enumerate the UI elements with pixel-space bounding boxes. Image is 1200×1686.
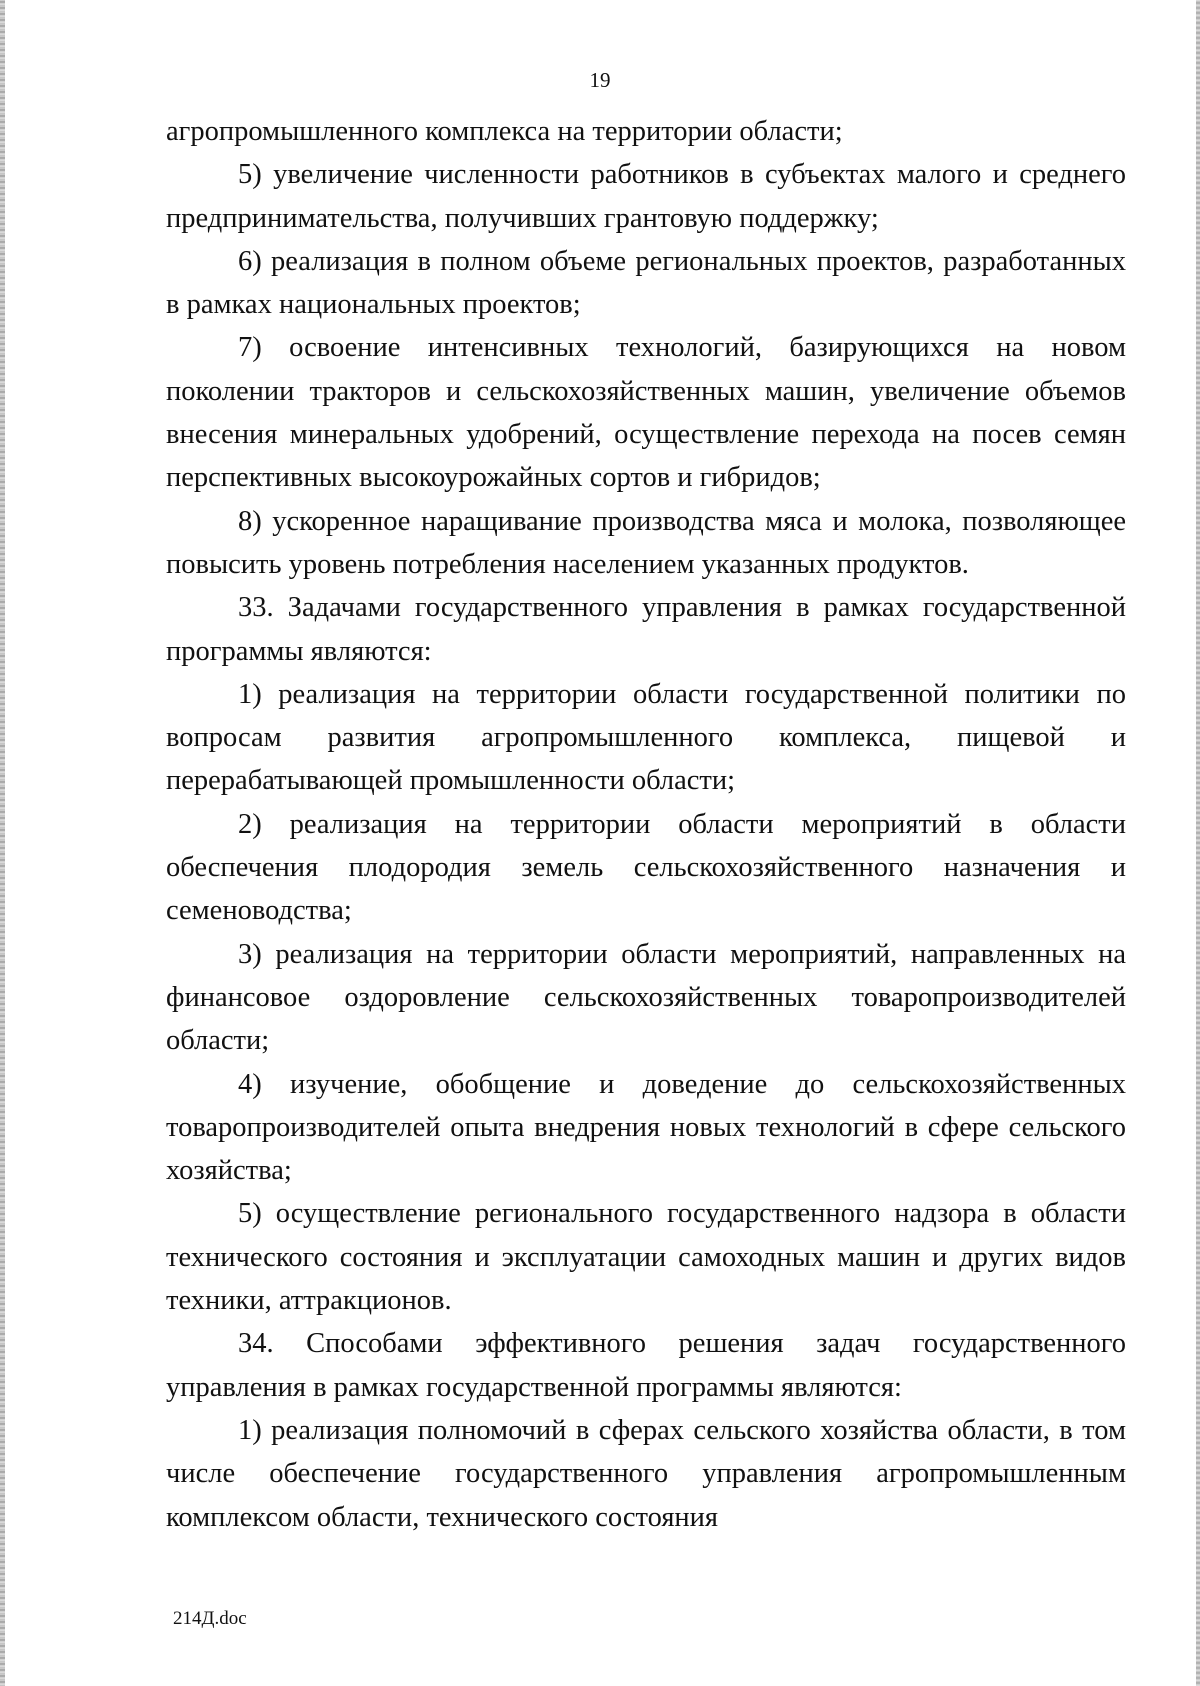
footer-filename: 214Д.doc bbox=[173, 1608, 247, 1629]
scan-edge-left bbox=[0, 0, 5, 1686]
paragraph-item-7-technologies: 7) освоение интенсивных технологий, базирующихся на новом поколении тракторов и сельскохозяйственных машин, увеличение объемов внесения минеральных удобрений, осуществление перехода на посев семян перспективных высокоурожайных сортов и гибридов; bbox=[166, 332, 1126, 494]
paragraph-item-8-meat-milk: 8) ускоренное наращивание производства мяса и молока, позволяющее повысить уровень потребления населением указанных продуктов. bbox=[166, 505, 1126, 580]
paragraph-continuation: агропромышленного комплекса на территории области; bbox=[166, 116, 843, 147]
paragraph-task-1: 1) реализация на территории области государственной политики по вопросам развития агропромышленного комплекса, пищевой и перерабатывающей промышленности области; bbox=[166, 678, 1126, 797]
paragraph-item-6-projects: 6) реализация в полном объеме региональных проектов, разработанных в рамках национальных проектов; bbox=[166, 245, 1126, 321]
paragraph-task-2: 2) реализация на территории области мероприятий в области обеспечения плодородия земель сельскохозяйственного назначения и семеноводства; bbox=[166, 808, 1126, 927]
page-number: 19 bbox=[589, 68, 611, 92]
document-body bbox=[166, 110, 1126, 1539]
paragraph-34-methods: 34. Способами эффективного решения задач государственного управления в рамках государственной программы являются: bbox=[166, 1328, 1126, 1403]
paragraph-33-tasks: 33. Задачами государственного управления в рамках государственной программы являются: bbox=[166, 592, 1126, 667]
scan-edge-right bbox=[1196, 0, 1200, 1686]
paragraph-task-4: 4) изучение, обобщение и доведение до сельскохозяйственных товаропроизводителей опыта внедрения новых технологий в сфере сельского хозяйства; bbox=[166, 1068, 1126, 1187]
paragraph-task-3: 3) реализация на территории области мероприятий, направленных на финансовое оздоровление сельскохозяйственных товаропроизводителей области; bbox=[166, 938, 1126, 1057]
paragraph-method-1: 1) реализация полномочий в сферах сельского хозяйства области, в том числе обеспечение государственного управления агропромышленным комплексом области, технического состояния bbox=[166, 1414, 1126, 1533]
paragraph-item-5-employees: 5) увеличение численности работников в субъектах малого и среднего предпринимательства, получивших грантовую поддержку; bbox=[166, 159, 1126, 234]
paragraph-task-5: 5) осуществление регионального государственного надзора в области технического состояния и эксплуатации самоходных машин и других видов техники, аттракционов. bbox=[166, 1198, 1126, 1317]
